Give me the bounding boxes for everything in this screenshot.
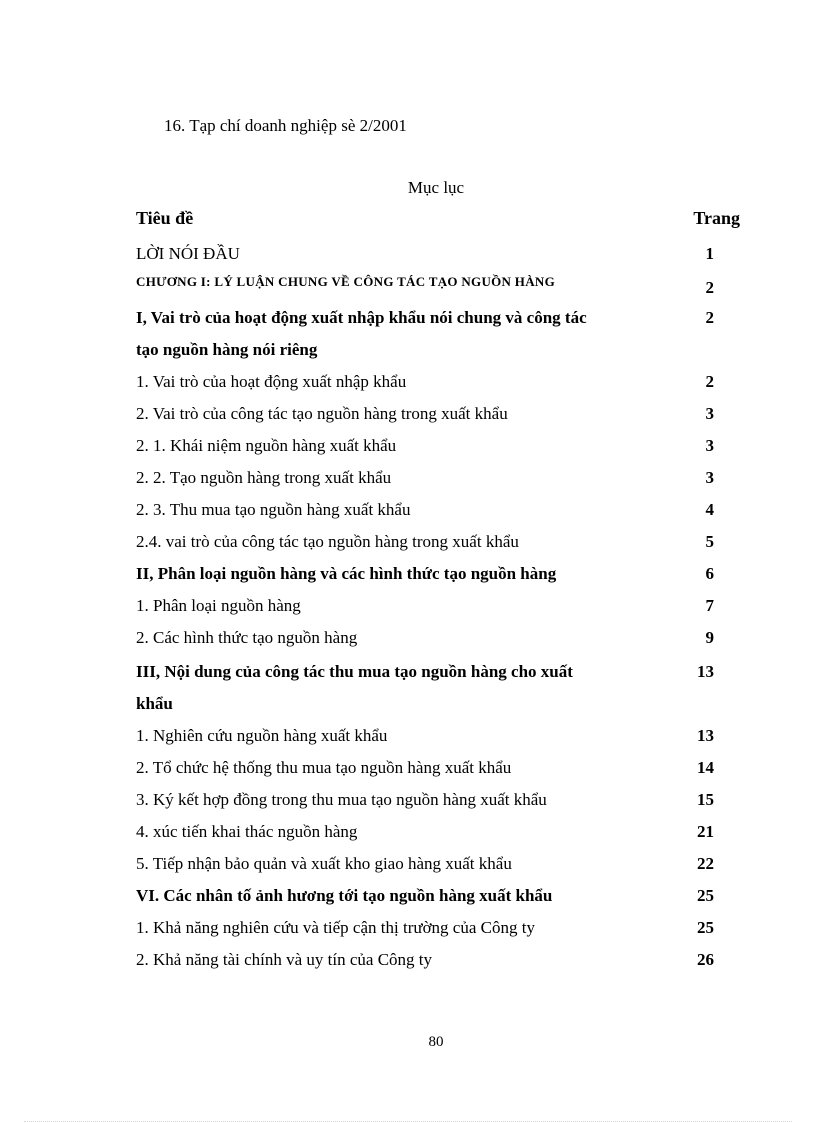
toc-entry-page: 2: [705, 308, 714, 327]
toc-entry-page: 3: [705, 436, 714, 455]
toc-entry-text: 2.4. vai trò của công tác tạo nguồn hàng trong xuất khẩu: [136, 532, 519, 551]
toc-entry-page: 6: [705, 564, 714, 583]
toc-entry-text: 1. Vai trò của hoạt động xuất nhập khẩu: [136, 372, 407, 391]
toc-entry-text: 2. Các hình thức tạo nguồn hàng: [136, 628, 358, 647]
toc-entry-page: 25: [697, 886, 714, 905]
toc-entry-text: 3. Ký kết hợp đồng trong thu mua tạo nguồn hàng xuất khẩu: [136, 790, 547, 809]
reference-line: 16. Tạp chí doanh nghiệp sè 2/2001: [164, 116, 407, 135]
toc-entry-page: 22: [697, 854, 714, 873]
toc-entry-text: 2. 3. Thu mua tạo nguồn hàng xuất khẩu: [136, 500, 411, 519]
toc-entry-text: VI. Các nhân tố ảnh hương tới tạo nguồn hàng xuất khẩu: [136, 886, 553, 905]
toc-entry-text: 5. Tiếp nhận bảo quản và xuất kho giao hàng xuất khẩu: [136, 854, 512, 873]
toc-entry-page: 26: [697, 950, 714, 969]
toc-entry-page: 25: [697, 918, 714, 937]
toc-entry-page: 7: [705, 596, 714, 615]
toc-entry-page: 21: [697, 822, 714, 841]
toc-column-page: Trang: [693, 208, 740, 228]
toc-entry-text: 1. Nghiên cứu nguồn hàng xuất khẩu: [136, 726, 388, 745]
toc-entry-text: tạo nguồn hàng nói riêng: [136, 340, 318, 359]
toc-entry-page: 1: [705, 244, 714, 263]
toc-entry-text: 2. Vai trò của công tác tạo nguồn hàng trong xuất khẩu: [136, 404, 508, 423]
page-edge-divider: [24, 1121, 792, 1122]
toc-entry-page: 2: [705, 278, 714, 297]
toc-entry-text: 2. Khả năng tài chính và uy tín của Công ty: [136, 950, 433, 969]
toc-entry-text: 1. Phân loại nguồn hàng: [136, 596, 301, 615]
page-number: 80: [428, 1034, 444, 1050]
toc-title: Mục lục: [407, 178, 465, 197]
toc-entry-text: II, Phân loại nguồn hàng và các hình thức tạo nguồn hàng: [136, 564, 557, 583]
toc-entry-page: 13: [697, 662, 714, 681]
toc-entry-text: 2. 1. Khái niệm nguồn hàng xuất khẩu: [136, 436, 397, 455]
toc-entry-page: 13: [697, 726, 714, 745]
toc-entry-text: 4. xúc tiến khai thác nguồn hàng: [136, 822, 358, 841]
toc-entry-page: 5: [705, 532, 714, 551]
toc-entry-page: 15: [697, 790, 714, 809]
toc-entry-page: 3: [705, 404, 714, 423]
toc-entry-text: CHƯƠNG I: LÝ LUẬN CHUNG VỀ CÔNG TÁC TẠO NGUỒN HÀNG: [136, 274, 555, 289]
toc-entry-text: LỜI NÓI ĐẦU: [136, 244, 240, 263]
toc-entry-page: 14: [697, 758, 714, 777]
toc-entry-text: khẩu: [136, 694, 173, 713]
toc-entry-text: 2. 2. Tạo nguồn hàng trong xuất khẩu: [136, 468, 392, 487]
toc-entry-page: 4: [705, 500, 714, 519]
toc-entry-text: 2. Tổ chức hệ thống thu mua tạo nguồn hàng xuất khẩu: [136, 758, 512, 777]
toc-entry-text: 1. Khả năng nghiên cứu và tiếp cận thị trường của Công ty: [136, 918, 535, 937]
toc-column-title: Tiêu đề: [136, 208, 194, 228]
toc-entry-text: I, Vai trò của hoạt động xuất nhập khẩu nói chung và công tác: [136, 308, 587, 327]
toc-entry-page: 3: [705, 468, 714, 487]
toc-entry-text: III, Nội dung của công tác thu mua tạo nguồn hàng cho xuất: [136, 662, 573, 681]
toc-entry-page: 2: [705, 372, 714, 391]
toc-entry-page: 9: [705, 628, 714, 647]
